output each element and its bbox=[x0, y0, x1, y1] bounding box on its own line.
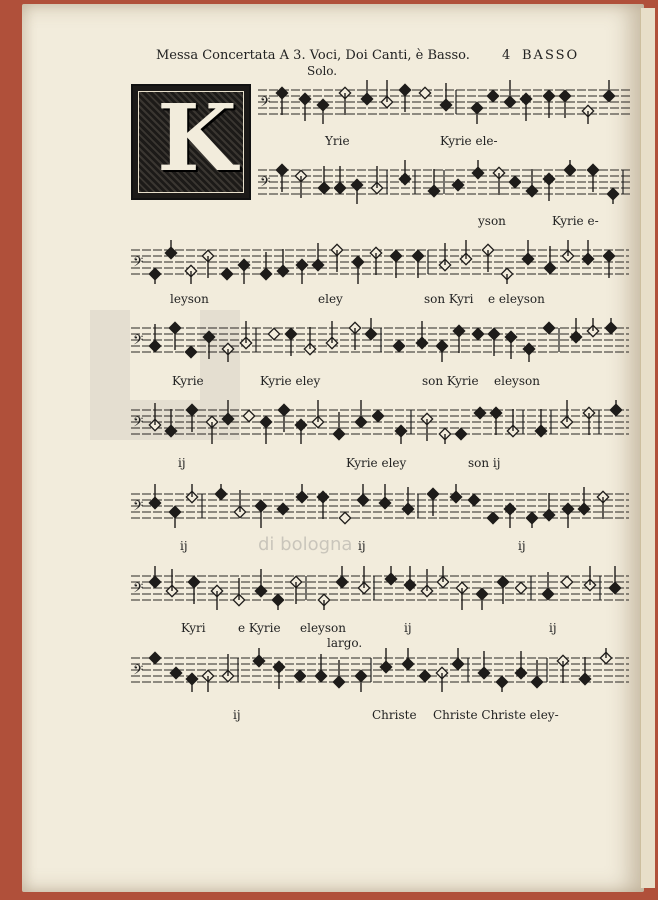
note bbox=[211, 585, 222, 610]
note bbox=[421, 413, 432, 441]
note bbox=[169, 506, 180, 528]
note bbox=[304, 327, 315, 355]
lyric-text: e Kyrie bbox=[238, 621, 281, 635]
note bbox=[561, 400, 572, 428]
clef-icon: 𝄢 bbox=[260, 174, 271, 193]
note bbox=[468, 494, 479, 505]
note bbox=[487, 512, 498, 523]
note bbox=[381, 80, 392, 108]
lyric-text: ij bbox=[404, 621, 412, 635]
note bbox=[203, 331, 214, 359]
note bbox=[515, 582, 526, 593]
lyric-text: Christe bbox=[372, 708, 417, 722]
note bbox=[543, 173, 554, 201]
note bbox=[543, 493, 554, 521]
note bbox=[561, 576, 572, 587]
lyric-text: Kyrie eley bbox=[346, 456, 407, 470]
lyric-text: ij bbox=[180, 539, 188, 553]
note bbox=[600, 648, 611, 664]
note bbox=[268, 328, 279, 339]
note bbox=[504, 503, 515, 528]
note bbox=[543, 322, 554, 333]
lyric-text: leyson bbox=[170, 292, 209, 306]
lyric-text: yson bbox=[478, 214, 506, 228]
note bbox=[295, 419, 306, 444]
note bbox=[243, 410, 254, 421]
lyric-text: ij bbox=[233, 708, 241, 722]
note bbox=[202, 670, 213, 692]
note bbox=[276, 87, 287, 115]
lyric-text: eleyson bbox=[494, 374, 540, 388]
note bbox=[603, 80, 614, 102]
note bbox=[460, 240, 471, 265]
note bbox=[355, 670, 366, 692]
note bbox=[399, 160, 410, 185]
note bbox=[504, 80, 515, 108]
note bbox=[326, 321, 337, 349]
note bbox=[355, 400, 366, 428]
note bbox=[149, 403, 160, 431]
music-staff bbox=[131, 566, 629, 610]
lyric-text: Yrie bbox=[325, 134, 350, 148]
lyric-text: ij bbox=[549, 621, 557, 635]
note bbox=[605, 318, 616, 334]
note bbox=[393, 340, 404, 351]
voice-label: Solo. bbox=[307, 64, 338, 78]
note bbox=[520, 93, 531, 121]
note bbox=[515, 651, 526, 679]
note bbox=[318, 594, 329, 610]
music-staff bbox=[131, 240, 629, 284]
note bbox=[478, 651, 489, 679]
note bbox=[578, 487, 589, 515]
note bbox=[419, 670, 430, 681]
note bbox=[452, 648, 463, 670]
note bbox=[583, 407, 594, 435]
note bbox=[272, 594, 283, 610]
note bbox=[273, 661, 284, 689]
lyric-text: Kyri bbox=[181, 621, 206, 635]
lyric-text: ij bbox=[178, 456, 186, 470]
clef-icon: 𝄢 bbox=[260, 94, 271, 113]
lyric-text: son Kyrie bbox=[422, 374, 479, 388]
note bbox=[428, 169, 439, 197]
lyric-text: e eleyson bbox=[488, 292, 545, 306]
note bbox=[170, 667, 181, 678]
note bbox=[436, 667, 447, 692]
note bbox=[357, 484, 368, 506]
note bbox=[436, 340, 447, 362]
note bbox=[501, 268, 512, 284]
note bbox=[294, 670, 305, 681]
watermark-text: di bologna bbox=[258, 534, 353, 555]
note bbox=[474, 407, 485, 418]
clef-icon: 𝄢 bbox=[133, 332, 144, 351]
note bbox=[402, 648, 413, 670]
note bbox=[361, 80, 372, 105]
note bbox=[610, 400, 621, 416]
part-name: BASSO bbox=[522, 48, 580, 63]
note bbox=[238, 259, 249, 284]
note bbox=[490, 407, 501, 435]
note bbox=[351, 179, 362, 204]
note bbox=[165, 409, 176, 437]
music-staff bbox=[131, 318, 629, 362]
note bbox=[437, 566, 448, 588]
note bbox=[579, 657, 590, 685]
note bbox=[476, 588, 487, 610]
note bbox=[255, 569, 266, 597]
note bbox=[597, 491, 608, 519]
lyric-text: ij bbox=[518, 539, 526, 553]
note bbox=[358, 566, 369, 594]
initial-letter: K bbox=[157, 84, 237, 192]
lyric-text: eley bbox=[318, 292, 343, 306]
note bbox=[215, 484, 226, 500]
lyric-text: Kyrie e- bbox=[552, 214, 599, 228]
note bbox=[317, 99, 328, 124]
note bbox=[352, 256, 363, 284]
note bbox=[404, 566, 415, 591]
note bbox=[317, 491, 328, 519]
note bbox=[416, 321, 427, 349]
note bbox=[312, 243, 323, 271]
clef-icon: 𝄢 bbox=[133, 414, 144, 433]
note bbox=[526, 169, 537, 197]
note bbox=[370, 247, 381, 275]
note bbox=[440, 83, 451, 111]
note bbox=[557, 655, 568, 683]
note bbox=[584, 566, 595, 591]
note bbox=[439, 243, 450, 271]
note bbox=[380, 648, 391, 673]
note bbox=[149, 484, 160, 509]
note bbox=[255, 500, 266, 528]
note bbox=[166, 569, 177, 597]
music-staff bbox=[131, 648, 629, 692]
music-staff bbox=[131, 484, 629, 528]
note bbox=[487, 90, 498, 101]
note bbox=[452, 179, 463, 190]
note bbox=[149, 268, 160, 284]
note bbox=[522, 240, 533, 265]
note bbox=[505, 331, 516, 359]
lyric-text: Kyrie eley bbox=[260, 374, 321, 388]
note bbox=[222, 400, 233, 425]
note bbox=[299, 93, 310, 121]
note bbox=[185, 346, 196, 357]
note bbox=[339, 87, 350, 115]
note bbox=[570, 318, 581, 343]
note bbox=[526, 512, 537, 528]
note bbox=[496, 676, 507, 692]
clef-icon: 𝄢 bbox=[133, 254, 144, 273]
note bbox=[439, 428, 450, 444]
note bbox=[607, 188, 618, 204]
note bbox=[312, 400, 323, 428]
lyric-text: eleyson bbox=[300, 621, 346, 635]
note bbox=[379, 484, 390, 509]
note bbox=[419, 87, 430, 98]
note bbox=[453, 325, 464, 353]
clef-icon: 𝄢 bbox=[133, 580, 144, 599]
note bbox=[296, 259, 307, 284]
note bbox=[421, 569, 432, 597]
note bbox=[372, 410, 383, 421]
note bbox=[277, 249, 288, 277]
note bbox=[562, 503, 573, 528]
lyric-text: Christe Christe eley- bbox=[433, 708, 559, 722]
note bbox=[582, 240, 593, 265]
page-title: Messa Concertata A 3. Voci, Doi Canti, è Basso. bbox=[156, 48, 470, 63]
note bbox=[339, 512, 350, 523]
note bbox=[456, 582, 467, 610]
note bbox=[564, 160, 575, 176]
lyric-text: Kyrie ele- bbox=[440, 134, 498, 148]
note bbox=[402, 487, 413, 515]
page-number: 4 bbox=[502, 48, 511, 63]
note bbox=[535, 409, 546, 437]
decorated-initial bbox=[131, 84, 251, 200]
page-edge bbox=[640, 8, 655, 888]
note bbox=[336, 566, 347, 588]
music-staff bbox=[258, 80, 630, 124]
note bbox=[455, 428, 466, 439]
note bbox=[277, 503, 288, 514]
tempo-mark: largo. bbox=[327, 636, 363, 650]
note bbox=[260, 416, 271, 444]
note bbox=[240, 321, 251, 349]
note bbox=[562, 240, 573, 262]
clef-icon: 𝄢 bbox=[133, 498, 144, 517]
lyric-text: Kyrie bbox=[172, 374, 204, 388]
note bbox=[221, 268, 232, 279]
lyric-text: son Kyri bbox=[424, 292, 474, 306]
clef-icon: 𝄢 bbox=[133, 662, 144, 681]
lyric-text: son ij bbox=[468, 456, 501, 470]
note bbox=[509, 176, 520, 187]
note bbox=[149, 566, 160, 588]
note bbox=[471, 102, 482, 124]
music-staff bbox=[131, 400, 629, 444]
note bbox=[609, 566, 620, 594]
note bbox=[365, 318, 376, 340]
note bbox=[507, 409, 518, 437]
note bbox=[472, 328, 483, 339]
lyric-text: ij bbox=[358, 539, 366, 553]
music-staff bbox=[258, 160, 630, 204]
note bbox=[206, 416, 217, 444]
note bbox=[149, 652, 160, 663]
note bbox=[493, 167, 504, 195]
